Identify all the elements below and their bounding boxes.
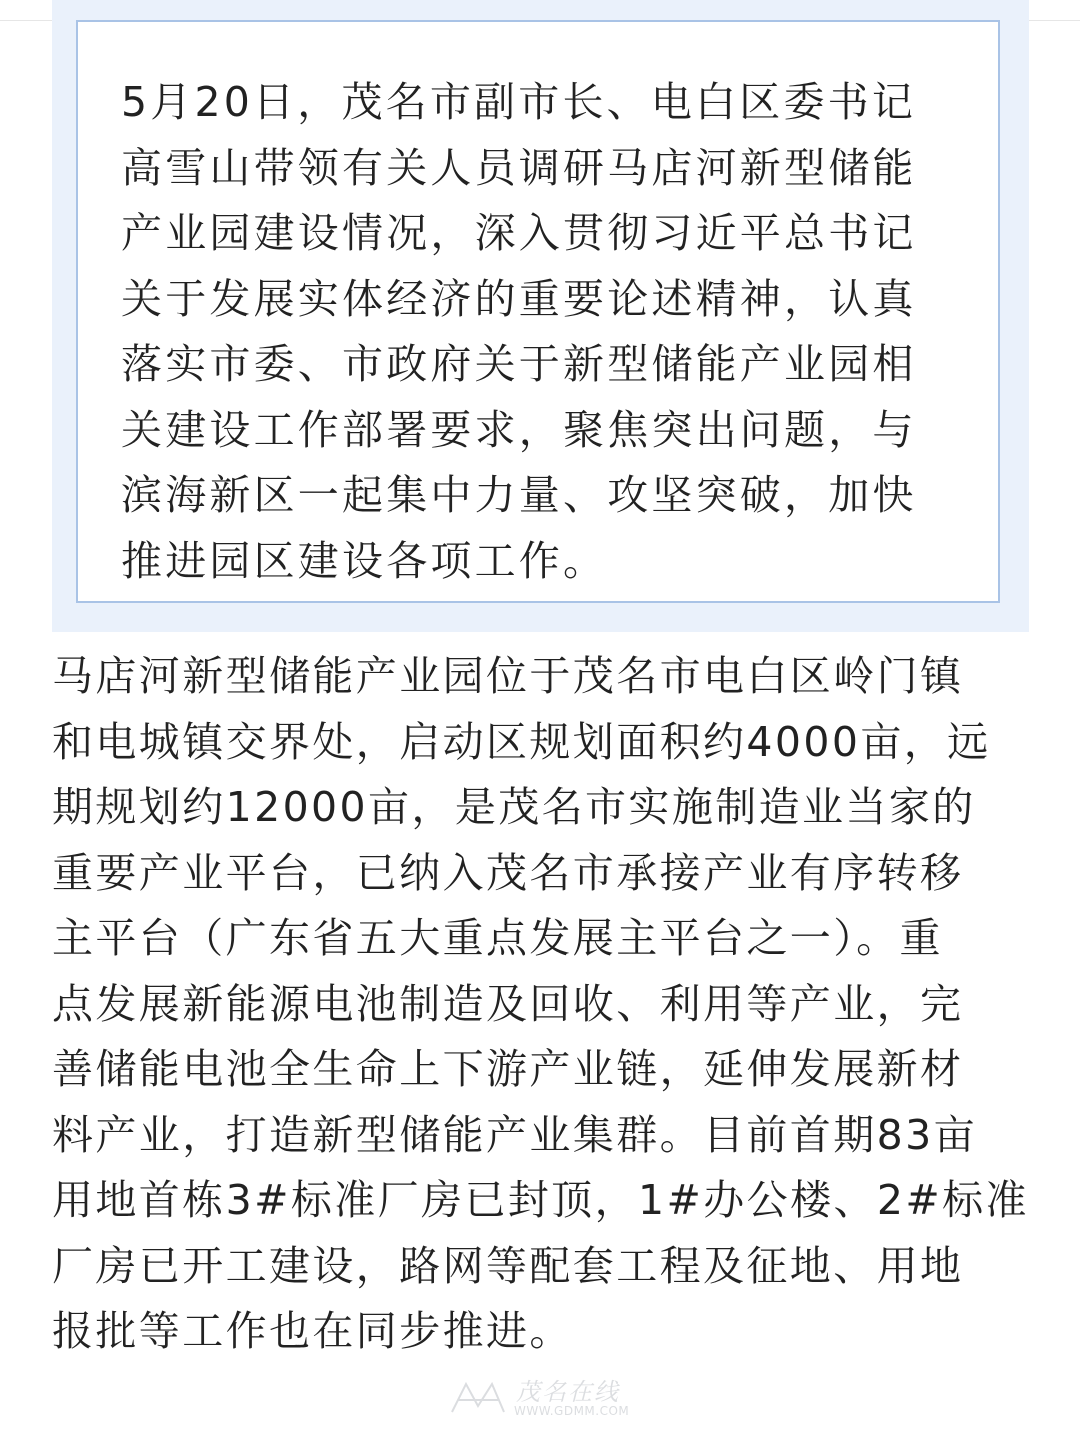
quote-box <box>76 20 1000 603</box>
article-line: 和电城镇交界处，启动区规划面积约4000亩，远 <box>52 717 991 766</box>
article-line: 善储能电池全生命上下游产业链，延伸发展新材 <box>52 1045 964 1093</box>
article-line: 主平台（广东省五大重点发展主平台之一）。重 <box>52 914 943 962</box>
article-line: 马店河新型储能产业园位于茂名市电白区岭门镇 <box>52 652 964 700</box>
quote-line: 高雪山带领有关人员调研马店河新型储能 <box>121 143 917 192</box>
watermark-url: WWW.GDMM.COM <box>514 1404 630 1418</box>
quote-line: 5月20日，茂名市副市长、电白区委书记 <box>121 78 917 126</box>
quote-line: 落实市委、市政府关于新型储能产业园相 <box>121 340 917 388</box>
article-line: 点发展新能源电池制造及回收、利用等产业，完 <box>52 979 964 1028</box>
article-line: 期规划约12000亩，是茂名市实施制造业当家的 <box>52 783 976 831</box>
article-line: 料产业，打造新型储能产业集群。目前首期83亩 <box>52 1110 977 1159</box>
article-body <box>52 644 1042 1365</box>
quote-line: 推进园区建设各项工作。 <box>121 536 608 585</box>
gdmm-logo-icon <box>448 1378 508 1418</box>
watermark-brand: 茂名在线 <box>516 1378 620 1406</box>
article-line: 用地首栋3#标准厂房已封顶，1#办公楼、2#标准 <box>52 1176 1029 1224</box>
quote-line: 关建设工作部署要求，聚焦突出问题，与 <box>121 405 917 454</box>
quote-line: 关于发展实体经济的重要论述精神，认真 <box>121 274 917 323</box>
quote-text <box>121 70 981 594</box>
quote-line: 产业园建设情况，深入贯彻习近平总书记 <box>121 209 917 257</box>
article-line: 厂房已开工建设，路网等配套工程及征地、用地 <box>52 1241 964 1290</box>
quote-line: 滨海新区一起集中力量、攻坚突破，加快 <box>121 471 917 519</box>
article-line: 重要产业平台，已纳入茂名市承接产业有序转移 <box>52 848 964 897</box>
site-watermark <box>448 1370 648 1430</box>
article-line: 报批等工作也在同步推进。 <box>52 1307 573 1355</box>
